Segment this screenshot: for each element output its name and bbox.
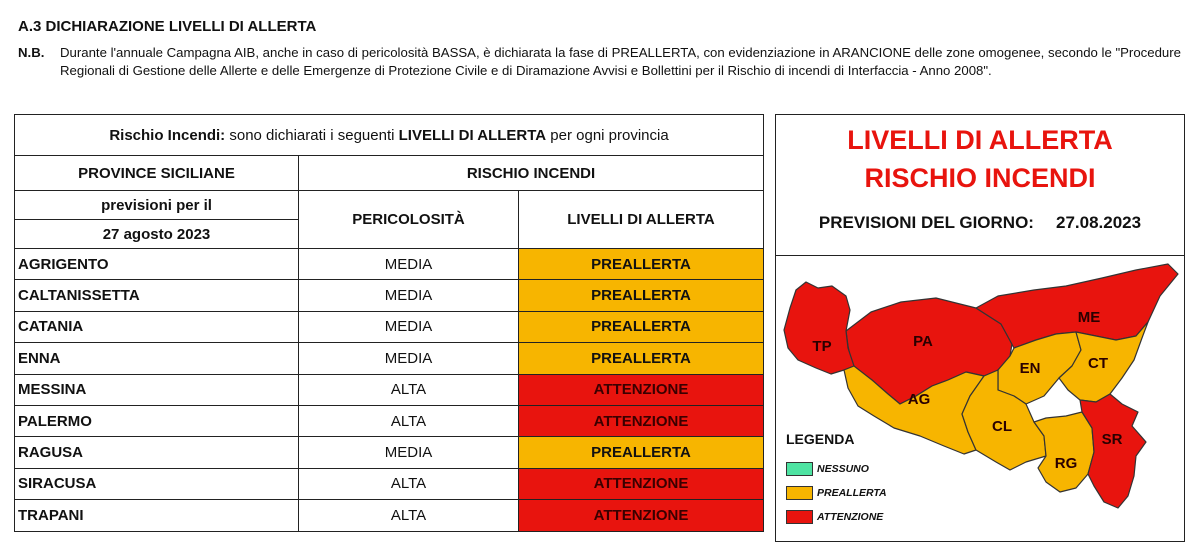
- map-label-en: EN: [1019, 360, 1041, 377]
- legend-swatch-attenzione: [786, 510, 813, 524]
- intro-end: per ogni provincia: [546, 126, 669, 144]
- intro-bold-1: Rischio Incendi:: [109, 126, 226, 144]
- panel-title-line1: LIVELLI DI ALLERTA: [847, 125, 1113, 155]
- legend-swatch-preallerta: [786, 486, 813, 500]
- alert-table: [14, 114, 764, 532]
- pericolosita-value: ALTA: [299, 468, 519, 499]
- province-name: SIRACUSA: [15, 468, 299, 499]
- legend-item-attenzione: [786, 505, 887, 529]
- map-label-tp: TP: [812, 338, 832, 355]
- livello-value: PREALLERTA: [519, 249, 764, 280]
- livello-value: PREALLERTA: [519, 311, 764, 342]
- map-label-rg: RG: [1054, 455, 1078, 472]
- province-name: PALERMO: [15, 405, 299, 436]
- table-intro: [15, 115, 764, 156]
- livello-value: PREALLERTA: [519, 343, 764, 374]
- livello-value: PREALLERTA: [519, 280, 764, 311]
- pericolosita-value: MEDIA: [299, 249, 519, 280]
- header-province: PROVINCE SICILIANE: [15, 156, 299, 191]
- livello-value: ATTENZIONE: [519, 374, 764, 405]
- map-label-ct: CT: [1088, 355, 1108, 372]
- province-name: AGRIGENTO: [15, 249, 299, 280]
- map-label-pa: PA: [913, 333, 933, 350]
- nb-text: Durante l'annuale Campagna AIB, anche in caso di pericolosità BASSA, è dichiarata la fase di PREALLERTA, con evidenziazione in ARANCIONE delle zone omogenee, secondo le "Procedure Regionali di Gestione delle Allerte e delle Emergenze di Protezione Civile e di Diramazione Avvisi e Bollettini per il Rischio di incendi di Interfaccia - Anno 2008".: [60, 45, 1181, 78]
- intro-mid: sono dichiarati i seguenti: [225, 126, 399, 144]
- header-previsioni-line1: previsioni per il: [15, 191, 299, 220]
- legend-swatch-nessuno: [786, 462, 813, 476]
- panel-title: [776, 121, 1184, 197]
- table-row: [15, 468, 764, 499]
- pericolosita-value: MEDIA: [299, 343, 519, 374]
- legend-item-nessuno: [786, 457, 887, 481]
- region-tp: [784, 282, 854, 374]
- nb-label: N.B.: [18, 45, 45, 60]
- header-pericolosita: PERICOLOSITÀ: [299, 191, 519, 249]
- livello-value: ATTENZIONE: [519, 468, 764, 499]
- legend-title: LEGENDA: [786, 431, 855, 447]
- nb-note: [18, 44, 1188, 79]
- pericolosita-value: ALTA: [299, 500, 519, 531]
- table-row: [15, 405, 764, 436]
- pericolosita-value: ALTA: [299, 405, 519, 436]
- province-name: TRAPANI: [15, 500, 299, 531]
- map-label-sr: SR: [1101, 431, 1123, 448]
- section-title: A.3 DICHIARAZIONE LIVELLI DI ALLERTA: [18, 18, 317, 35]
- header-previsioni-line2: 27 agosto 2023: [15, 220, 299, 249]
- legend: [786, 431, 887, 529]
- livello-value: ATTENZIONE: [519, 500, 764, 531]
- livello-value: PREALLERTA: [519, 437, 764, 468]
- panel-title-line2: RISCHIO INCENDI: [864, 163, 1096, 193]
- panel-date-value: 27.08.2023: [1055, 213, 1142, 232]
- legend-label-attenzione: ATTENZIONE: [817, 511, 884, 523]
- legend-item-preallerta: [786, 481, 887, 505]
- legend-label-preallerta: PREALLERTA: [817, 487, 887, 499]
- pericolosita-value: MEDIA: [299, 437, 519, 468]
- pericolosita-value: MEDIA: [299, 311, 519, 342]
- map-label-ag: AG: [907, 391, 931, 408]
- table-row: [15, 311, 764, 342]
- header-livelli: LIVELLI DI ALLERTA: [519, 191, 764, 249]
- province-name: ENNA: [15, 343, 299, 374]
- pericolosita-value: ALTA: [299, 374, 519, 405]
- panel-date-row: [776, 213, 1184, 233]
- header-rischio: RISCHIO INCENDI: [299, 156, 764, 191]
- map-label-me: ME: [1077, 309, 1101, 326]
- province-name: RAGUSA: [15, 437, 299, 468]
- legend-label-nessuno: NESSUNO: [817, 463, 869, 475]
- pericolosita-value: MEDIA: [299, 280, 519, 311]
- province-name: MESSINA: [15, 374, 299, 405]
- province-name: CALTANISSETTA: [15, 280, 299, 311]
- intro-bold-2: LIVELLI DI ALLERTA: [398, 126, 547, 144]
- livello-value: ATTENZIONE: [519, 405, 764, 436]
- table-row: [15, 437, 764, 468]
- table-row: [15, 343, 764, 374]
- province-name: CATANIA: [15, 311, 299, 342]
- panel-date-label: PREVISIONI DEL GIORNO:: [818, 213, 1034, 232]
- table-row: [15, 280, 764, 311]
- table-row: [15, 374, 764, 405]
- table-row: [15, 249, 764, 280]
- table-row: [15, 500, 764, 531]
- alert-panel: [775, 114, 1185, 542]
- map-label-cl: CL: [992, 418, 1012, 435]
